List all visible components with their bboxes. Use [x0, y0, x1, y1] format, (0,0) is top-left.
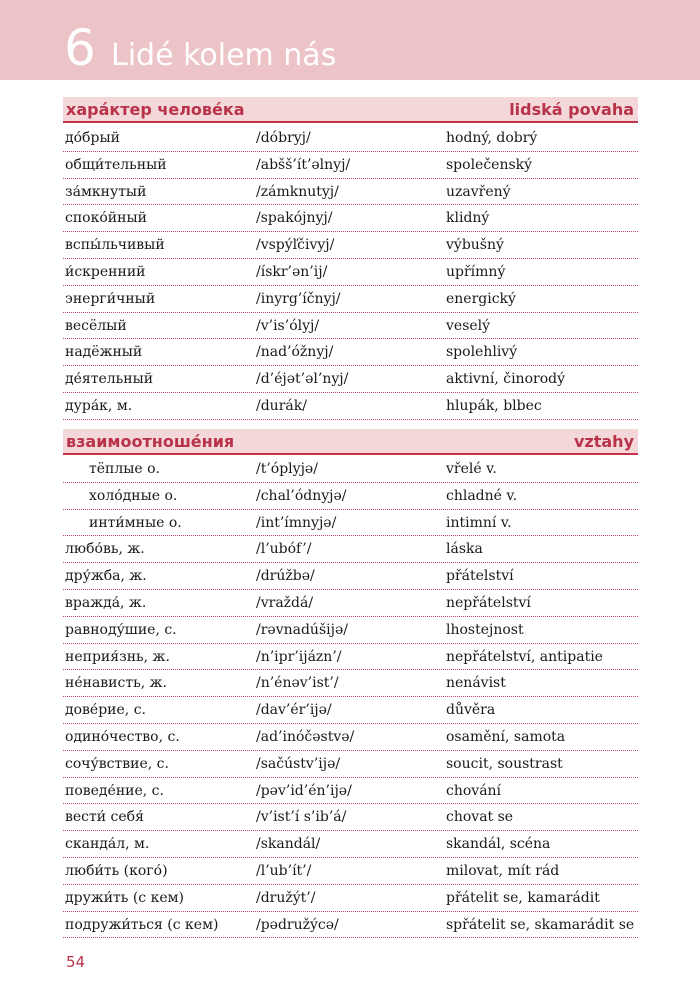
vocab-row — [63, 179, 638, 206]
transcription: /sačústv’ijə/ — [256, 755, 341, 772]
russian-word: споко́йный — [65, 210, 147, 227]
czech-translation: přátelství — [446, 568, 514, 585]
section-heading-ru: хара́ктер челове́ка — [66, 100, 245, 119]
vocab-table-character — [63, 125, 638, 420]
czech-translation: klidný — [446, 210, 490, 227]
transcription: /pədružýcə/ — [256, 916, 339, 933]
transcription: /v’ist’í s’ib’á/ — [256, 809, 347, 826]
czech-translation: společenský — [446, 156, 533, 173]
czech-translation: uzavřený — [446, 183, 511, 200]
vocab-row — [63, 152, 638, 179]
russian-word: до́брый — [65, 130, 120, 146]
czech-translation: chování — [446, 782, 502, 799]
vocab-row — [63, 259, 638, 286]
czech-translation: lhostejnost — [446, 621, 524, 638]
transcription: /chal’ódnyjə/ — [256, 487, 347, 504]
czech-translation: chladné v. — [446, 487, 518, 504]
chapter-number: 6 — [64, 19, 96, 77]
transcription: /l’ubóf’/ — [256, 541, 312, 558]
transcription: /spakójnyj/ — [256, 210, 333, 227]
russian-word: не́нависть, ж. — [65, 675, 167, 692]
russian-word: дура́к, м. — [65, 397, 133, 414]
transcription: /inyrg’íčnyj/ — [256, 290, 341, 307]
transcription: /int’ímnyjə/ — [256, 514, 337, 531]
transcription: /pəv’id’én’ijə/ — [256, 782, 352, 799]
russian-word: весёлый — [65, 317, 127, 334]
russian-word: энерги́чный — [65, 290, 156, 307]
page-number: 54 — [66, 953, 86, 971]
czech-translation: přátelit se, kamarádit — [446, 889, 600, 906]
section-heading-cs: lidská povaha — [509, 100, 634, 119]
transcription: /drúžbə/ — [256, 568, 315, 585]
vocab-row — [63, 724, 638, 751]
transcription: /t’óplyjə/ — [256, 461, 318, 477]
russian-word: и́скренний — [65, 263, 146, 280]
vocab-row — [63, 751, 638, 778]
vocab-row — [63, 366, 638, 393]
section-heading-ru: взаимоотноше́ния — [66, 432, 235, 451]
vocab-row — [63, 456, 638, 483]
transcription: /ad’inóčəstvə/ — [256, 728, 355, 745]
czech-translation: intimní v. — [446, 514, 512, 531]
chapter-header-band — [0, 0, 700, 80]
vocab-row — [63, 125, 638, 152]
transcription: /n’ipr’ijázn’/ — [256, 648, 342, 665]
transcription: /dav’ér’ijə/ — [256, 702, 332, 719]
transcription: /v’is’ólyj/ — [256, 317, 320, 334]
vocab-row — [63, 286, 638, 313]
russian-word: за́мкнутый — [65, 183, 147, 200]
russian-word: общи́тельный — [65, 156, 167, 173]
vocab-row — [63, 670, 638, 697]
czech-translation: spřátelit se, skamarádit se — [446, 916, 635, 933]
vocab-row — [63, 697, 638, 724]
transcription: /durák/ — [256, 397, 307, 414]
transcription: /zámknutyj/ — [256, 183, 339, 200]
russian-word: неприя́знь, ж. — [65, 648, 170, 665]
russian-word: инти́мные о. — [89, 514, 182, 531]
transcription: /nad’óžnyj/ — [256, 344, 334, 361]
russian-word: равноду́шие, с. — [65, 621, 177, 638]
vocab-table-relationships — [63, 456, 638, 938]
czech-translation: nenávist — [446, 675, 506, 692]
russian-word: де́ятельный — [65, 371, 154, 388]
vocab-row — [63, 339, 638, 366]
czech-translation: upřímný — [446, 263, 506, 280]
vocab-row — [63, 232, 638, 259]
russian-word: дру́жба, ж. — [65, 568, 147, 585]
vocab-row — [63, 617, 638, 644]
russian-word: дове́рие, с. — [65, 702, 146, 719]
russian-word: люби́ть (кого́) — [65, 862, 168, 879]
transcription: /abšš’ít’əlnyj/ — [256, 156, 351, 173]
czech-translation: veselý — [446, 317, 491, 334]
vocab-row — [63, 536, 638, 563]
czech-translation: láska — [446, 541, 483, 558]
russian-word: любо́вь, ж. — [65, 541, 145, 558]
russian-word: поведе́ние, с. — [65, 782, 164, 799]
czech-translation: chovat se — [446, 809, 514, 826]
czech-translation: výbušný — [446, 237, 504, 254]
transcription: /skandál/ — [256, 836, 321, 853]
czech-translation: důvěra — [446, 702, 496, 719]
section-heading-cs: vztahy — [573, 432, 634, 451]
vocab-row — [63, 205, 638, 232]
vocab-row — [63, 858, 638, 885]
czech-translation: spolehlivý — [446, 344, 518, 361]
transcription: /d’éjət’əl’nyj/ — [256, 371, 349, 388]
russian-word: дружи́ть (с кем) — [65, 889, 184, 906]
vocab-row — [63, 483, 638, 510]
vocab-row — [63, 563, 638, 590]
czech-translation: aktivní, činorodý — [446, 371, 565, 388]
vocab-row — [63, 393, 638, 420]
section-heading-relationships — [63, 429, 638, 455]
transcription: /ískr’ən’ij/ — [256, 263, 328, 280]
vocab-row — [63, 831, 638, 858]
russian-word: сканда́л, м. — [65, 836, 150, 853]
transcription: /vraždá/ — [256, 594, 314, 611]
russian-word: вспы́льчивый — [65, 237, 165, 254]
chapter-title: Lidé kolem nás — [111, 38, 337, 73]
czech-translation: hlupák, blbec — [446, 397, 542, 414]
transcription: /družýt’/ — [256, 889, 316, 906]
czech-translation: hodný, dobrý — [446, 130, 538, 146]
section-heading-character — [63, 97, 638, 123]
transcription: /vspýľčivyj/ — [256, 237, 335, 254]
russian-word: вражда́, ж. — [65, 594, 147, 611]
vocab-row — [63, 590, 638, 617]
czech-translation: skandál, scéna — [446, 836, 551, 853]
vocab-row — [63, 313, 638, 340]
vocab-row — [63, 912, 638, 939]
transcription: /n’énəv’ist’/ — [256, 675, 339, 692]
russian-word: надёжный — [65, 344, 143, 361]
czech-translation: vřelé v. — [446, 461, 497, 477]
russian-word: одино́чество, с. — [65, 728, 180, 745]
vocab-row — [63, 778, 638, 805]
vocab-row — [63, 804, 638, 831]
czech-translation: osamění, samota — [446, 728, 566, 745]
transcription: /dóbryj/ — [256, 130, 311, 146]
czech-translation: nepřátelství — [446, 594, 531, 611]
russian-word: тёплые о. — [89, 461, 161, 477]
vocab-row — [63, 644, 638, 671]
czech-translation: milovat, mít rád — [446, 862, 560, 879]
czech-translation: soucit, soustrast — [446, 755, 563, 772]
russian-word: вести́ себя́ — [65, 809, 144, 826]
transcription: /rəvnadúšijə/ — [256, 621, 348, 638]
czech-translation: energický — [446, 290, 516, 307]
transcription: /l’ub’ít’/ — [256, 862, 312, 879]
vocab-row — [63, 510, 638, 537]
vocab-row — [63, 885, 638, 912]
czech-translation: nepřátelství, antipatie — [446, 648, 603, 665]
russian-word: подружи́ться (с кем) — [65, 916, 219, 933]
russian-word: сочу́вствие, с. — [65, 755, 169, 772]
russian-word: холо́дные о. — [89, 487, 178, 504]
